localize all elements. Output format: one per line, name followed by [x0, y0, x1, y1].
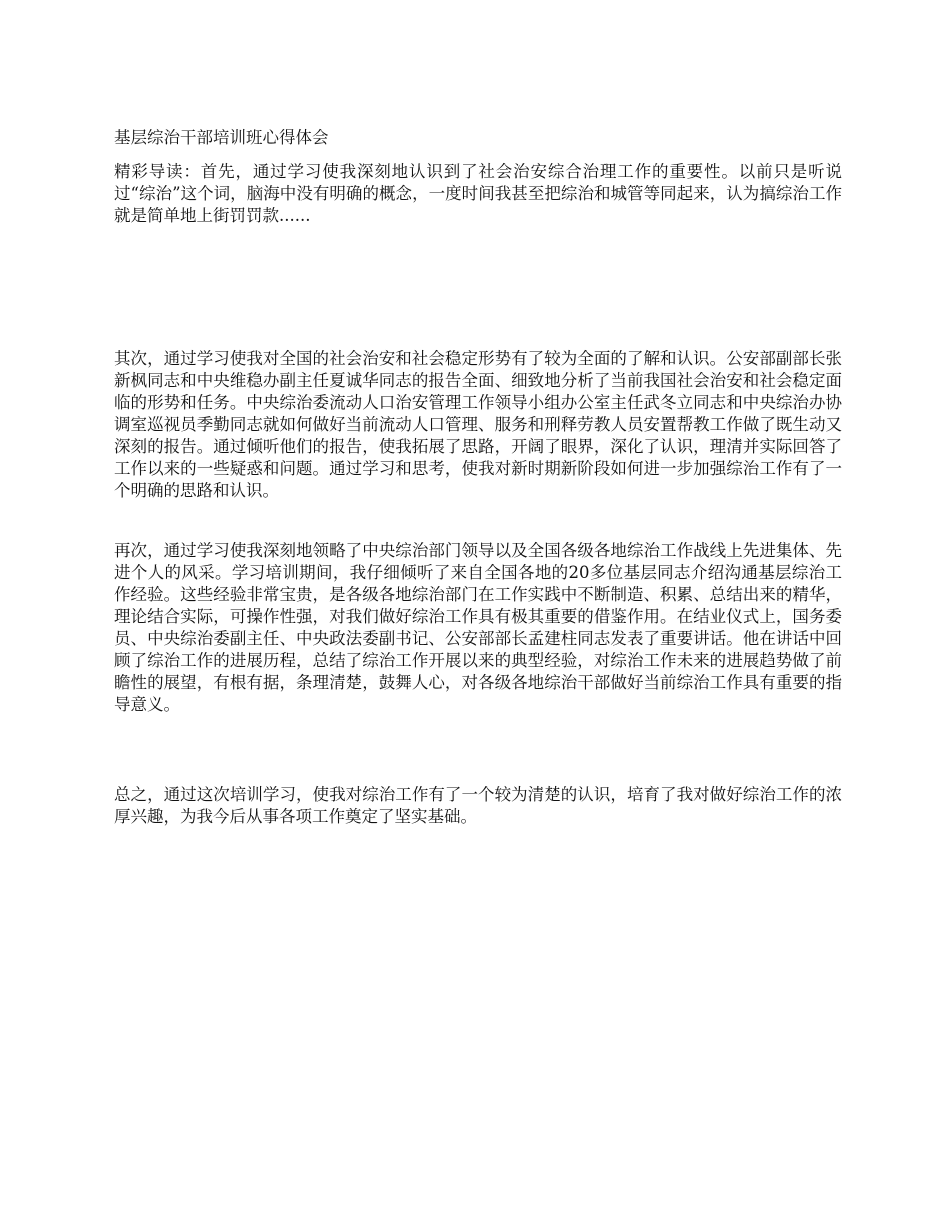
body-paragraph-3: 总之，通过这次培训学习，使我对综治工作有了一个较为清楚的认识，培育了我对做好综治工作的浓厚兴趣，为我今后从事各项工作奠定了坚实基础。: [114, 785, 842, 826]
body-paragraph-2: 再次，通过学习使我深刻地领略了中央综治部门领导以及全国各级各地综治工作战线上先进集体、先进个人的风采。学习培训期间，我仔细倾听了来自全国各地的20多位基层同志介绍沟通基层综治工作经验。这些经验非常宝贵，是各级各地综治部门在工作实践中不断制造、积累、总结出来的精华，理论结合实际，可操作性强，对我们做好综治工作具有极其重要的借鉴作用。在结业仪式上，国务委员、中央综治委副主任、中央政法委副书记、公安部部长孟建柱同志发表了重要讲话。他在讲话中回顾了综治工作的进展历程，总结了综治工作开展以来的典型经验，对综治工作未来的进展趋势做了前瞻性的展望，有根有据，条理清楚，鼓舞人心，对各级各地综治干部做好当前综治工作具有重要的指导意义。: [114, 541, 842, 714]
intro-paragraph: 精彩导读：首先，通过学习使我深刻地认识到了社会治安综合治理工作的重要性。以前只是听说过“综治”这个词，脑海中没有明确的概念，一度时间我甚至把综治和城管等同起来，认为搞综治工作就是简单地上街罚罚款......: [114, 162, 842, 225]
body-paragraph-1: 其次，通过学习使我对全国的社会治安和社会稳定形势有了较为全面的了解和认识。公安部副部长张新枫同志和中央维稳办副主任夏诚华同志的报告全面、细致地分析了当前我国社会治安和社会稳定面临的形势和任务。中央综治委流动人口治安管理工作领导小组办公室主任武冬立同志和中央综治办协调室巡视员季勤同志就如何做好当前流动人口管理、服务和刑释劳教人员安置帮教工作做了既生动又深刻的报告。通过倾听他们的报告，使我拓展了思路，开阔了眼界，深化了认识，理清并实际回答了工作以来的一些疑惑和问题。通过学习和思考，使我对新时期新阶段如何进一步加强综治工作有了一个明确的思路和认识。: [114, 349, 842, 500]
document-title: 基层综治干部培训班心得体会: [114, 128, 329, 147]
